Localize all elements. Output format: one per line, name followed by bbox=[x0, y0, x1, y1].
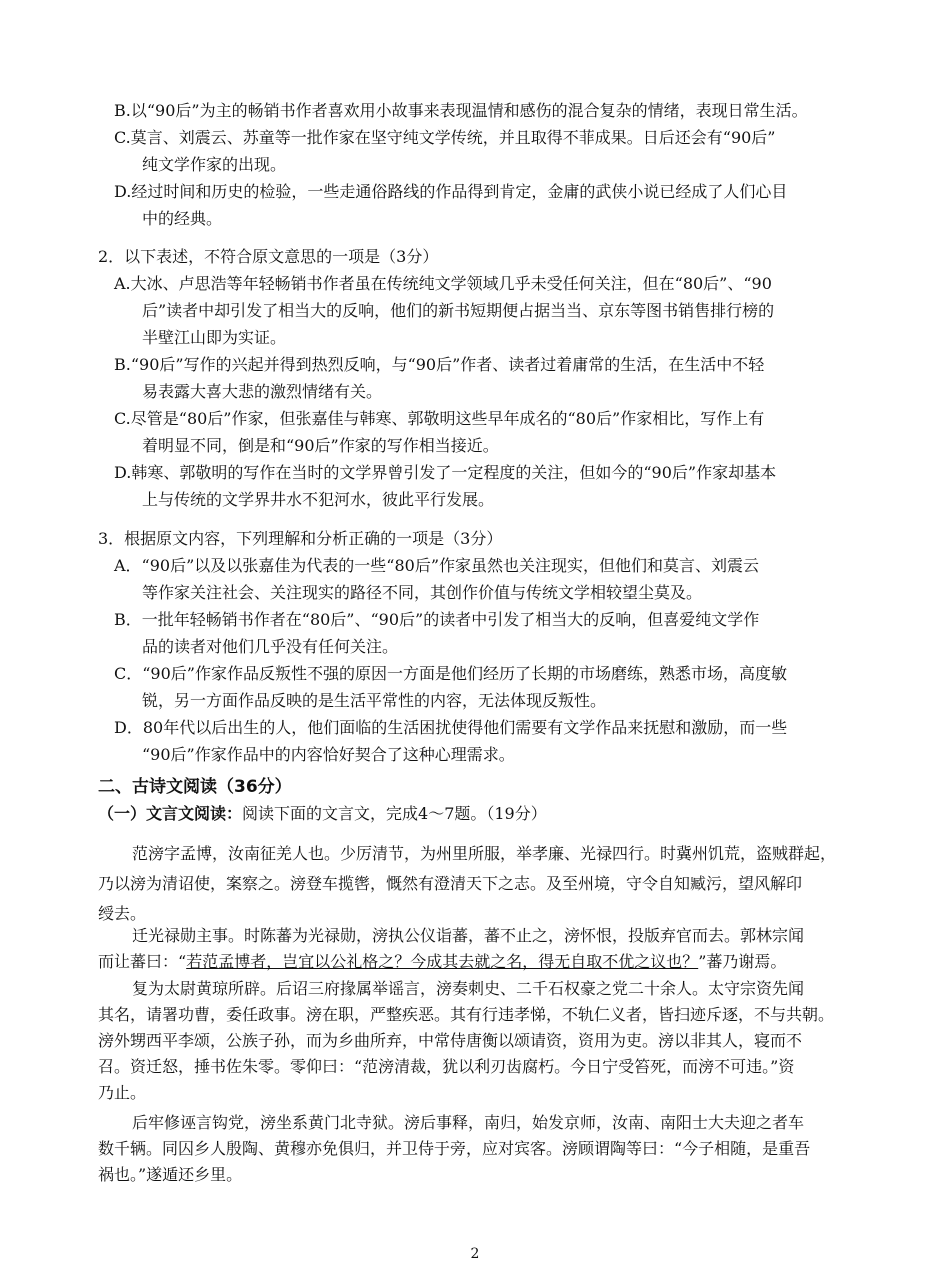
subsection-instruction: 阅读下面的文言文，完成4～7题。（19分） bbox=[242, 804, 547, 823]
passage-p1-line1: 范滂字孟博，汝南征羌人也。少厉清节，为州里所服，举孝廉、光禄四行。时冀州饥荒，盗贼群起， bbox=[132, 844, 837, 863]
passage-p3-line5: 乃止。 bbox=[98, 1083, 147, 1102]
page-number: 2 bbox=[470, 1246, 480, 1262]
q3-option-c-line2: 锐，另一方面作品反映的是生活平常性的内容，无法体现反叛性。 bbox=[142, 691, 607, 710]
passage-p2-prefix: 而让蕃曰：“ bbox=[98, 952, 187, 971]
passage-p3-line3: 滂外甥西平李颂，公族子孙，而为乡曲所弃，中常侍唐衡以颂请资，资用为吏。滂以非其人，寝而不 bbox=[98, 1031, 803, 1050]
q2-option-d-line2: 上与传统的文学界井水不犯河水，彼此平行发展。 bbox=[142, 490, 495, 509]
q1-option-c-line1: C.莫言、刘震云、苏童等一批作家在坚守纯文学传统，并且取得不菲成果。日后还会有“90后” bbox=[114, 128, 776, 147]
q1-option-c-line2: 纯文学作家的出现。 bbox=[142, 155, 287, 174]
passage-p2-line2 bbox=[98, 951, 786, 973]
q1-option-d-line2: 中的经典。 bbox=[142, 209, 223, 228]
subsection-label: （一）文言文阅读： bbox=[98, 804, 243, 823]
q1-option-d-line1: D.经过时间和历史的检验，一些走通俗路线的作品得到肯定，金庸的武侠小说已经成了人们心目 bbox=[114, 182, 788, 201]
passage-p3-line4: 召。资迁怒，捶书佐朱零。零仰曰：“范滂清裁，犹以利刃齿腐朽。今日宁受笞死，而滂不可违。”资 bbox=[98, 1057, 795, 1076]
q2-option-a-line3: 半壁江山即为实证。 bbox=[142, 328, 287, 347]
passage-p3-line2: 其名，请署功曹，委任政事。滂在职，严整疾恶。其有行违孝悌，不轨仁义者，皆扫迹斥逐，不与共朝。 bbox=[98, 1005, 835, 1024]
q2-option-b-line1: B.“90后”写作的兴起并得到热烈反响，与“90后”作者、读者过着庸常的生活，在生活中不轻 bbox=[114, 355, 765, 374]
q2-stem: 2．以下表述，不符合原文意思的一项是（3分） bbox=[98, 247, 439, 266]
subsection-heading bbox=[98, 803, 547, 825]
q3-option-c-line1: C．“90后”作家作品反叛性不强的原因一方面是他们经历了长期的市场磨练，熟悉市场，高度敏 bbox=[114, 664, 787, 683]
passage-p2-suffix: ”蕃乃谢焉。 bbox=[698, 952, 787, 971]
q3-option-b-line2: 品的读者对他们几乎没有任何关注。 bbox=[142, 637, 399, 656]
section-heading: 二、古诗文阅读（36分） bbox=[98, 777, 292, 797]
q2-option-a-line1: A.大冰、卢思浩等年轻畅销书作者虽在传统纯文学领域几乎未受任何关注，但在“80后”、“90 bbox=[114, 274, 772, 293]
q2-option-c-line1: C.尽管是“80后”作家，但张嘉佳与韩寒、郭敬明这些早年成名的“80后”作家相比，写作上有 bbox=[114, 409, 765, 428]
passage-p3-line1: 复为太尉黄琼所辟。后诏三府掾属举谣言，滂奏刺史、二千石权豪之党二十余人。太守宗资先闻 bbox=[132, 979, 805, 998]
q1-option-b: B.以“90后”为主的畅销书作者喜欢用小故事来表现温情和感伤的混合复杂的情绪，表现日常生活。 bbox=[114, 101, 808, 120]
passage-p2-line1: 迁光禄勋主事。时陈蕃为光禄勋，滂执公仪诣蕃，蕃不止之，滂怀恨，投版弃官而去。郭林宗闻 bbox=[132, 926, 805, 945]
q2-option-a-line2: 后”读者中却引发了相当大的反响，他们的新书短期便占据当当、京东等图书销售排行榜的 bbox=[142, 301, 775, 320]
q3-option-b-line1: B．一批年轻畅销书作者在“80后”、“90后”的读者中引发了相当大的反响，但喜爱纯文学作 bbox=[114, 610, 760, 629]
q2-option-c-line2: 着明显不同，倒是和“90后”作家的写作相当接近。 bbox=[142, 436, 499, 455]
underlined-sentence: 若范孟博者，岂宜以公礼格之？今成其去就之名，得无自取不优之议也？ bbox=[186, 952, 699, 971]
q3-stem: 3．根据原文内容，下列理解和分析正确的一项是（3分） bbox=[98, 529, 503, 548]
q3-option-d-line2: “90后”作家作品中的内容恰好契合了这种心理需求。 bbox=[142, 745, 515, 764]
q2-option-b-line2: 易表露大喜大悲的激烈情绪有关。 bbox=[142, 382, 383, 401]
passage-p1-line2: 乃以滂为清诏使，案察之。滂登车揽辔，慨然有澄清天下之志。及至州境，守令自知臧污，望风解印 bbox=[98, 874, 803, 893]
passage-p4-line2: 数千辆。同囚乡人殷陶、黄穆亦免俱归，并卫侍于旁，应对宾客。滂顾谓陶等曰：“今子相随，是重吾 bbox=[98, 1139, 811, 1158]
passage-p4-line3: 祸也。”遂遁还乡里。 bbox=[98, 1165, 243, 1184]
q3-option-a-line1: A．“90后”以及以张嘉佳为代表的一些“80后”作家虽然也关注现实，但他们和莫言、刘震云 bbox=[114, 556, 759, 575]
q2-option-d-line1: D.韩寒、郭敬明的写作在当时的文学界曾引发了一定程度的关注，但如今的“90后”作家却基本 bbox=[114, 463, 777, 482]
passage-p1-line3: 绶去。 bbox=[98, 904, 147, 923]
passage-p4-line1: 后牢修诬言钩党，滂坐系黄门北寺狱。滂后事释，南归，始发京师，汝南、南阳士大夫迎之者车 bbox=[132, 1113, 805, 1132]
q3-option-a-line2: 等作家关注社会、关注现实的路径不同，其创作价值与传统文学相较望尘莫及。 bbox=[142, 583, 703, 602]
q3-option-d-line1: D．80年代以后出生的人，他们面临的生活困扰使得他们需要有文学作品来抚慰和激励，而一些 bbox=[114, 718, 788, 737]
